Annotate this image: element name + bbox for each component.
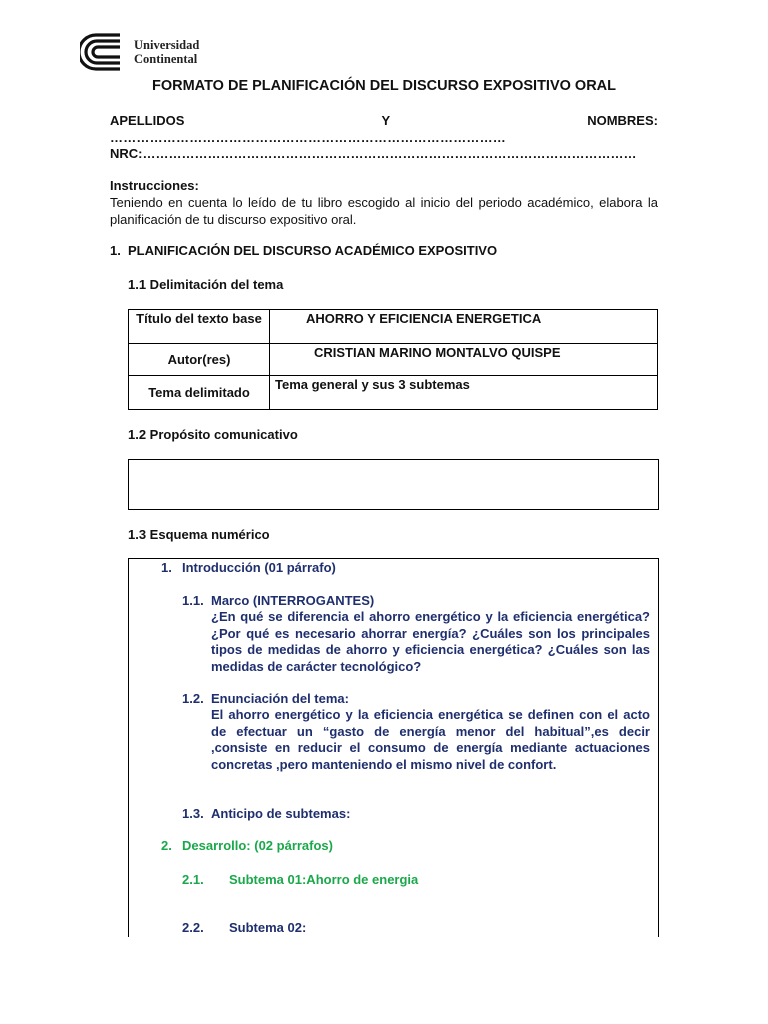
table-value[interactable]: CRISTIAN MARINO MONTALVO QUISPE [270,344,658,376]
subsection-1-2-heading: 1.2 Propósito comunicativo [128,427,298,442]
logo-line1: Universidad [134,38,200,52]
document-title: FORMATO DE PLANIFICACIÓN DEL DISCURSO EXPOSITIVO ORAL [151,78,617,94]
enunciacion-text: El ahorro energético y la eficiencia energética se definen con el acto de efectuar un “gasto de energía menor del habitual”,es decir ,consiste en reducir el consumo de energía mediante actuaciones concretas ,pero manteniendo el mismo nivel de confort. [211,707,650,772]
section-1-title: PLANIFICACIÓN DEL DISCURSO ACADÉMICO EXPOSITIVO [128,243,498,258]
section-1-number: 1. [110,243,121,258]
subsection-1-3-heading: 1.3 Esquema numérico [128,527,270,542]
subtema-1-number: 2.1. [182,872,204,887]
university-logo [80,32,199,72]
enunciacion-number: 1.2. [182,691,204,706]
theme-table [128,309,658,410]
nrc-field[interactable]: NRC:…………………………………………………………………………………………………… [110,146,637,161]
desarrollo-number: 2. [161,838,172,853]
desarrollo-heading: Desarrollo: (02 párrafos) [182,838,333,853]
continental-logo-icon [80,32,128,72]
logo-line2: Continental [134,52,198,66]
nombres-label: NOMBRES: [587,113,658,128]
table-key: Tema delimitado [129,376,270,410]
subtema-2-number: 2.2. [182,920,204,935]
instructions-text: Teniendo en cuenta lo leído de tu libro escogido al inicio del periodo académico, elabora la planificación de tu discurso expositivo oral. [110,195,658,227]
table-value[interactable]: AHORRO Y EFICIENCIA ENERGETICA [270,310,658,344]
table-row [129,344,658,376]
schema-box [128,558,659,937]
names-row [110,113,658,128]
marco-text: ¿En qué se diferencia el ahorro energético y la eficiencia energética? ¿Por qué es necesario ahorrar energía? ¿Cuáles son los principales tipos de medidas de ahorro y eficiencia energética? ¿Cuáles son las medidas de carácter tecnológico? [211,609,650,674]
intro-heading: Introducción (01 párrafo) [182,560,336,575]
proposito-box[interactable] [128,459,659,510]
marco-number: 1.1. [182,593,204,608]
names-blank-line[interactable]: ……………………………………………………………………………… [110,130,506,145]
apellidos-label: APELLIDOS [110,113,185,128]
table-value[interactable]: Tema general y sus 3 subtemas [270,376,658,410]
table-row [129,376,658,410]
table-key: Título del texto base [129,310,270,344]
anticipo-number: 1.3. [182,806,204,821]
table-row [129,310,658,344]
section-1-heading [110,243,497,258]
anticipo-heading: Anticipo de subtemas: [211,806,351,821]
subsection-1-1-heading: 1.1 Delimitación del tema [128,277,284,292]
instructions-heading: Instrucciones: [110,178,199,193]
y-label: Y [381,113,391,128]
marco-heading: Marco (INTERROGANTES) [211,593,375,608]
subtema-1-heading: Subtema 01:Ahorro de energia [229,872,419,887]
subtema-2-heading: Subtema 02: [229,920,307,935]
enunciacion-heading: Enunciación del tema: [211,691,349,706]
table-key: Autor(res) [129,344,270,376]
intro-number: 1. [161,560,172,575]
